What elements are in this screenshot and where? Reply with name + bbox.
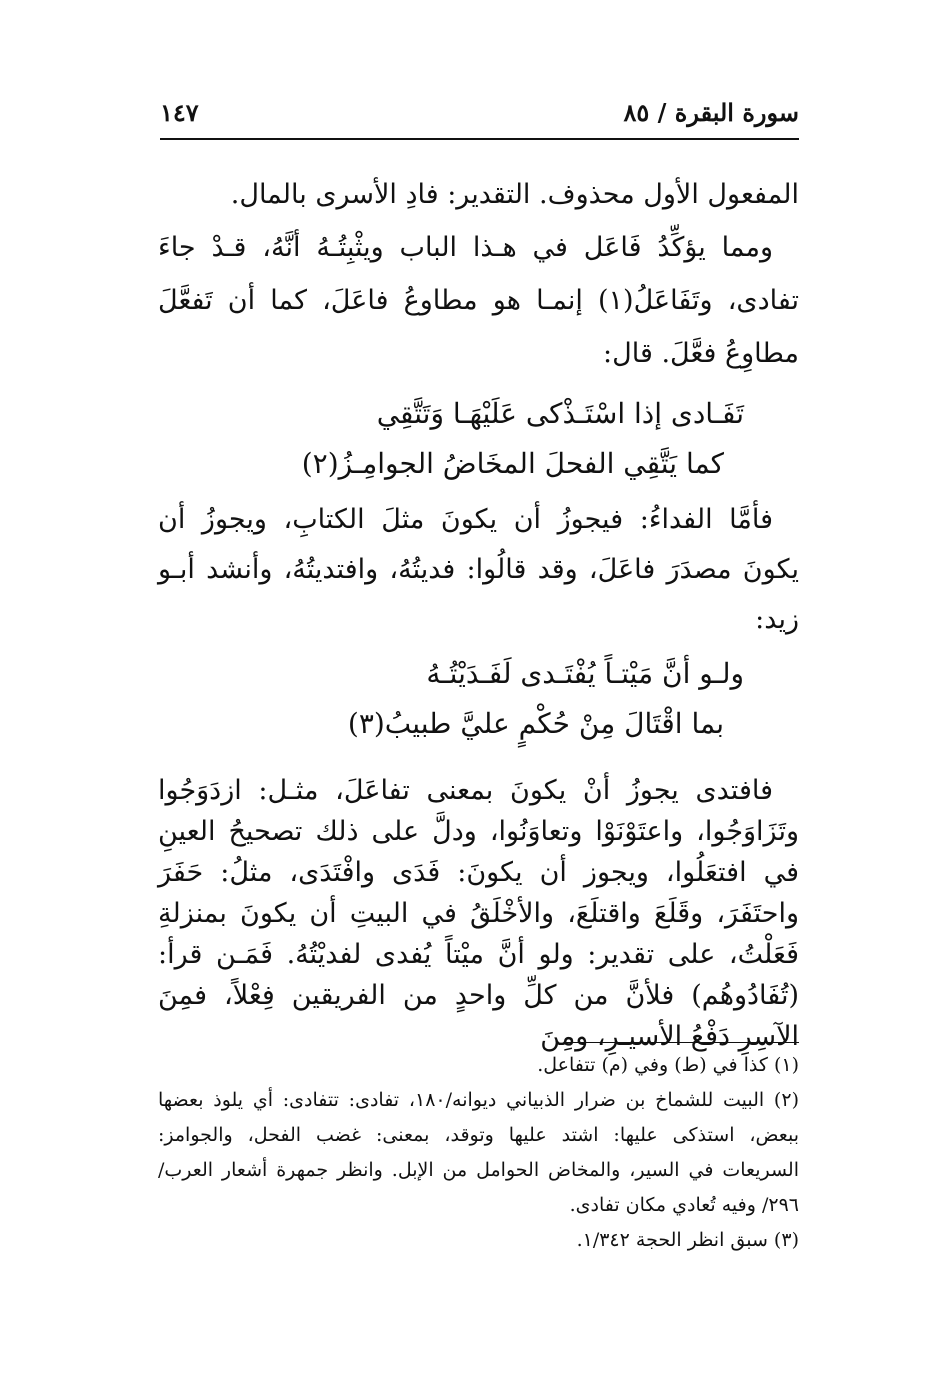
- footnote-3: (٣) سبق انظر الحجة ١/٣٤٢.: [576, 1229, 799, 1251]
- paragraph-4: فافتدى يجوزُ أنْ يكونَ بمعنى تفاعَلَ، مثـل: ازدَوَجُوا وتَزَاوَجُوا، واعتَوْنَوْا وتعاوَنُوا، ودلَّ على ذلك تصحيحُ العينِ في افتعَلُوا، ويجوز أن يكونَ: فَدَى وافْتَدَى، مثلُ: حَفَرَ واحتَفَرَ، وقَلَعَ واقتلَعَ، والأخْلَقُ في البيتِ أن يكونَ بمنزلةِ فَعَلْتُ، على تقدير: ولو أنَّ ميْتاً يُفدى لفديْتُهُ. فَمَـن قرأ: (تُفَادُوهُم) فلأنَّ من كلِّ واحدٍ من الفريقين فِعْلاً، فمِنَ الآسِرِ دَفْعُ الأسيـرِ، ومِنَ: [158, 775, 799, 1052]
- running-header: [160, 98, 799, 134]
- paragraph-3: فأمَّا الفداءُ: فيجوزُ أن يكونَ مثلَ الكتابِ، ويجوزُ أن يكونَ مصدَرَ فاعَلَ، وقد قالُوا: فديتُهُ، وافتديتُهُ، وأنشد أبـو زيد:: [158, 504, 799, 635]
- verse-2-line-2: بما اقْتَالَ مِنْ حُكْمٍ عليَّ طبيبُ(٣): [347, 707, 724, 740]
- paragraph-2: ومما يؤكِّدُ فَاعَل في هـذا الباب ويثْبِتُـهُ أنَّهُ، قـدْ جاءَ تفادى، وتَفَاعَلُ(١) إنمـا هو مطاوعُ فاعَلَ، كما أن تَفعَّلَ مطاوِعُ فعَّلَ. قال:: [158, 232, 799, 369]
- main-text-top: [158, 168, 799, 380]
- verse-2-line-1: ولـو أنَّ مَيْتـاً يُفْتَـدى لَفَـدَيْتُـهُ: [426, 657, 744, 690]
- main-text-bottom: [158, 770, 799, 1057]
- verse-1-line-1: تَفَـادى إذا اسْتَـذْكى عَلَيْهَـا وَتَتَّقِي: [376, 397, 744, 430]
- footnote-1: (١) كذا في (ط) وفي (م) تتفاعل.: [537, 1054, 799, 1076]
- verse-1-line-2: كما يَتَّقِي الفحلَ المخَاضُ الجوامِـزُ(٢): [301, 447, 724, 480]
- page-number: ١٤٧: [160, 98, 199, 127]
- main-text-mid: [158, 495, 799, 645]
- footnote-rule: [565, 1042, 799, 1043]
- footnote-2: (٢) البيت للشماخ بن ضرار الذبياني ديوانه/١٨٠، تفادى: تتفادى: أي يلوذ بعضها ببعض، استذكى عليها: اشتد عليها وتوقد، بمعنى: غضب الفحل، والجوامز: السريعات في السير، والمخاض الحوامل من الإبل. وانظر جمهرة أشعار العرب/٢٩٦/ وفيه تُعادي مكان تفادى.: [158, 1089, 799, 1216]
- paragraph-1: المفعول الأول محذوف. التقدير: فادِ الأسرى بالمال.: [230, 179, 799, 210]
- header-title: سورة البقرة / ٨٥: [623, 98, 799, 127]
- footnotes: [158, 1048, 799, 1258]
- header-rule: [160, 138, 799, 140]
